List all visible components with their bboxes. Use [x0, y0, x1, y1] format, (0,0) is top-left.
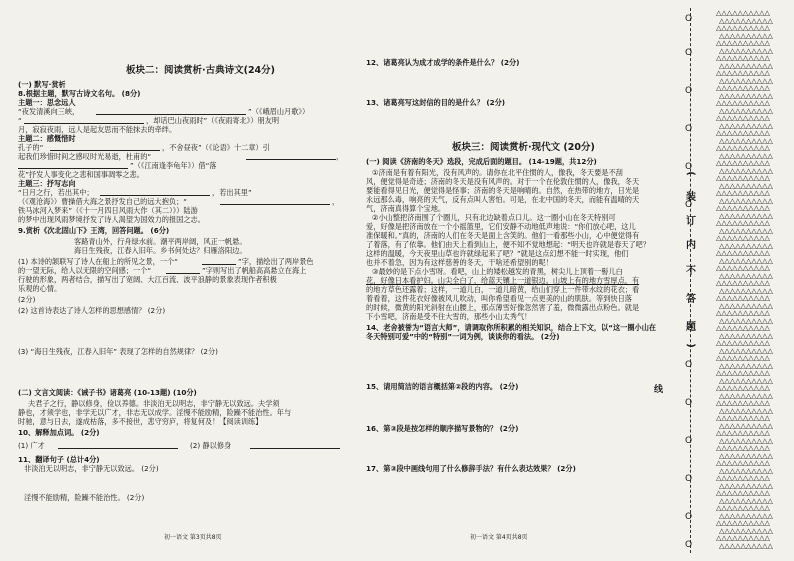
triangle-row-icon: △△△△△△△△△△ [716, 144, 770, 152]
text-line1: 夫君子之行，静以修身，俭以养德。非淡泊无以明志，非宁静无以致远。夫学须 [28, 399, 280, 408]
para1-line4: 永远那么毒，响亮的天气，反有点叫人害怕。可是，在北中国的冬天，而能有温晴的天 [366, 195, 640, 204]
triangle-row-icon: △△△△△△△△△△ [716, 24, 770, 32]
triangle-row-icon: △△△△△△△△△△ [716, 159, 770, 167]
triangle-row-icon: △△△△△△△△△△ [716, 474, 770, 482]
binding-circle-icon: O [685, 360, 693, 370]
q8-line8-suffix: ，若出其里” [212, 188, 252, 197]
answer-blank[interactable] [58, 448, 178, 449]
q8-line5-comma: ， [336, 152, 344, 161]
q8-heading: 8.根据主题，默写古诗文名句。 (8分) [18, 89, 141, 98]
section-title-modern: 板块三：阅读赏析·现代文 (20分) [452, 142, 595, 153]
triangle-row-icon: △△△△△△△△△△ [719, 61, 773, 70]
triangle-row-icon: △△△△△△△△△△ [719, 181, 773, 190]
q9-1-score: (2分) [18, 295, 36, 304]
triangle-row-icon: △△△△△△△△△△ [719, 151, 773, 160]
triangle-row-icon: △△△△△△△△△△ [716, 39, 770, 47]
triangle-row-icon: △△△△△△△△△△ [719, 301, 773, 310]
triangle-row-icon: △△△△△△△△△△ [716, 414, 770, 422]
q8-line6-suffix: ”（《江南逢李龟年》）借“落 [130, 161, 217, 170]
text-line2: 静也，才须学也，非学无以广才，非志无以成学。淫慢不能励精，险躁不能治性。年与 [18, 408, 292, 417]
answer-blank[interactable] [246, 159, 336, 160]
text-line3: 时驰，意与日去，遂成枯落，多不接世，悲守穷庐，将复何及！【阅读训练】 [18, 417, 263, 426]
triangle-row-icon: △△△△△△△△△△ [719, 466, 773, 475]
binding-circle-icon: O [685, 474, 693, 484]
triangle-row-icon: △△△△△△△△△△ [716, 504, 770, 512]
triangle-row-icon: △△△△△△△△△△ [719, 121, 773, 130]
para1-line5: 气，济南真得算个宝地。 [366, 204, 446, 213]
para2-line5: 这样的温暖，今天夜里山草也许就绿起来了吧？”就是这点幻想不能一时实现，他们 [366, 249, 629, 258]
answer-blank[interactable] [50, 150, 160, 151]
answer-blank[interactable] [166, 273, 200, 274]
triangle-row-icon: △△△△△△△△△△ [716, 339, 770, 347]
triangle-row-icon: △△△△△△△△△△ [719, 406, 773, 415]
q8-line4-suffix: ，不舍昼夜”（《论语》十二章）引 [162, 143, 270, 152]
para1-line3: 要能看得见日光，便觉得是怪事；济南的冬天是响晴的。自然，在热带的地方，日光是 [366, 186, 640, 195]
para1-line2: 风，便觉得是奇迹；济南的冬天是没有风声的。对于一个在伦敦住惯的人，像我，冬天 [366, 177, 640, 186]
q10-item2: (2) 静以修身 [190, 441, 232, 450]
triangle-row-icon: △△△△△△△△△△ [719, 241, 773, 250]
para3-line5: 的时候，微黄的阳光斜射在山腰上，那点薄雪好像忽然害了羞，微微露出点粉色。就是 [366, 303, 640, 312]
q14-line2: 冬天特别可爱”中的“特别”一词为例，谈谈你的看法。 (2分) [366, 332, 560, 341]
triangle-row-icon: △△△△△△△△△△ [716, 129, 770, 137]
triangle-row-icon: △△△△△△△△△△ [716, 234, 770, 242]
para3-line3: 的地方草色还露着；这样，一道儿白，一道儿暗黄，给山们穿上一件带水纹的花衣；看 [366, 285, 640, 294]
triangle-row-icon: △△△△△△△△△△ [719, 376, 773, 385]
triangle-row-icon: △△△△△△△△△△ [716, 444, 770, 452]
para3-line6: 下小雪吧，济南是受不住大雪的，那些小山太秀气！ [366, 312, 532, 321]
triangle-row-icon: △△△△△△△△△△ [716, 114, 770, 122]
triangle-row-icon: △△△△△△△△△△ [716, 219, 770, 227]
answer-blank[interactable] [18, 168, 128, 169]
q10-item1: (1) 广才 [18, 441, 45, 450]
part2-heading: (二) 文言文阅读：《诫子书》诸葛亮 (10-13题) (10分) [18, 388, 197, 397]
triangle-row-icon: △△△△△△△△△△ [719, 256, 773, 265]
triangle-row-icon: △△△△△△△△△△ [716, 324, 770, 332]
triangle-row-icon: △△△△△△△△△△ [719, 106, 773, 115]
q9-3: (3) “海日生残夜，江春入旧年” 表现了怎样的自然规律？ (2分) [18, 347, 218, 356]
binding-char: 内 [686, 240, 696, 251]
q16: 16、第③段是按怎样的顺序描写景物的？ (2分) [366, 424, 519, 433]
triangle-row-icon: △△△△△△△△△△ [719, 211, 773, 220]
paren-close: ) [684, 343, 696, 348]
triangle-row-icon: △△△△△△△△△△ [719, 541, 773, 550]
triangle-row-icon: △△△△△△△△△△ [719, 451, 773, 460]
para2-line4: 了着落，有了依靠。他们由天上看到山上，便不知不觉地想起：“明天也许就是春天了吧？ [366, 240, 651, 249]
line-label: 线 [654, 385, 664, 395]
binding-char: 不 [686, 266, 696, 277]
q8-line1-suffix: ”（《峨眉山月歌》） [248, 107, 310, 116]
triangle-row-icon: △△△△△△△△△△ [716, 279, 770, 287]
section-title-classical: 板块二：阅读赏析·古典诗文(24分) [126, 65, 276, 76]
binding-circle-icon: O [685, 512, 693, 522]
q11-item2: 淫慢不能励精，险躁不能治性。 (2分) [24, 493, 145, 502]
q14-line1: 14、老舍被誉为“语言大师”，请调取你所积累的相关知识，结合上下文，以“这一圈小山在 [366, 323, 657, 332]
binding-circle-icon: O [685, 86, 693, 96]
q8-line3: 月，寂寂夜雨，远人是起友思而不能抹去的牵绊。 [18, 125, 177, 134]
triangle-row-icon: △△△△△△△△△△ [719, 496, 773, 505]
triangle-row-icon: △△△△△△△△△△ [719, 76, 773, 85]
theme2-heading: 主题二：感慨惜时 [18, 134, 76, 143]
binding-char: 答 [686, 294, 696, 305]
triangle-row-icon: △△△△△△△△△△ [716, 69, 770, 77]
binding-circle-icon: O [685, 436, 693, 446]
triangle-row-icon: △△△△△△△△△△ [716, 309, 770, 317]
q9-1-c: 的一望无际，给人以无限的空间感；一个“ [18, 266, 152, 275]
triangle-row-icon: △△△△△△△△△△ [719, 226, 773, 235]
triangle-row-icon: △△△△△△△△△△ [716, 249, 770, 257]
modern-part1-heading: (一) 阅读《济南的冬天》选段，完成后面的题目。 (14-19题，共12分) [366, 157, 597, 166]
triangle-row-icon: △△△△△△△△△△ [716, 369, 770, 377]
triangle-row-icon: △△△△△△△△△△ [719, 91, 773, 100]
triangle-row-icon: △△△△△△△△△△ [719, 136, 773, 145]
triangle-row-icon: △△△△△△△△△△ [716, 354, 770, 362]
binding-circle-icon: O [685, 162, 693, 172]
triangle-row-icon: △△△△△△△△△△ [716, 384, 770, 392]
triangle-row-icon: △△△△△△△△△△ [716, 294, 770, 302]
q9-1-d: ”字则写出了帆船高高悬立在海上 [202, 266, 307, 275]
para2-line1: ②小山整把济南围了个圈儿，只有北边缺着点口儿。这一圈小山在冬天特别可 [372, 213, 616, 222]
para3-line2-underlined: 花，好像日本看护妇。山尖全白了，给蓝天镶上一道银边。山坡上有的地方雪厚点，有 [366, 276, 640, 285]
triangle-row-icon: △△△△△△△△△△ [716, 99, 770, 107]
q11-heading: 11、翻译句子 (总计4分) [18, 455, 100, 464]
triangle-row-icon: △△△△△△△△△△ [716, 9, 770, 17]
binding-circle-icon: O [685, 14, 693, 24]
triangle-row-icon: △△△△△△△△△△ [719, 436, 773, 445]
q10-heading: 10、解释加点词。 (2分) [18, 428, 100, 437]
binding-char: 装 [686, 192, 696, 203]
left-page [14, 0, 346, 561]
triangle-row-icon: △△△△△△△△△△ [719, 166, 773, 175]
triangle-row-icon: △△△△△△△△△△ [716, 429, 770, 437]
para1-line1: ①济南是有着有阳光，没有风声的。请你在北平住惯的人，像我，冬天要是不刮 [372, 168, 623, 177]
triangle-row-icon: △△△△△△△△△△ [719, 346, 773, 355]
part1-heading: (一) 默写·赏析 [18, 80, 66, 89]
q8-line5-prefix: 起我们珍惜时间之感叹时光易逝，杜甫的“ [18, 152, 152, 161]
triangle-row-icon: △△△△△△△△△△ [719, 481, 773, 490]
triangle-row-icon: △△△△△△△△△△ [719, 526, 773, 535]
answer-blank[interactable] [96, 114, 246, 115]
q8-line7: 花”抒发人事变化之悲和国事凋零之悲。 [18, 170, 144, 179]
binding-circle-icon: O [685, 540, 693, 550]
q8-line2-suffix: ，却话巴山夜雨时”（《夜雨寄北》）朋友明 [146, 116, 280, 125]
answer-blank[interactable] [24, 123, 144, 124]
answer-blank[interactable] [202, 264, 236, 265]
para2-line6: 也并不着急，因为有这样慈善的冬天，干啥还希望别的呢！ [366, 258, 553, 267]
triangle-row-icon: △△△△△△△△△△ [716, 174, 770, 182]
binding-circle-icon: O [685, 48, 693, 58]
binding-char: 订 [686, 216, 696, 227]
triangle-row-icon: △△△△△△△△△△ [719, 46, 773, 55]
q8-line2-prefix: “ [18, 116, 22, 125]
para3-line4: 着看着，这件花衣好像被风儿吹动，叫你希望看见一点更美的山的肌肤。等到快日落 [366, 294, 632, 303]
q17: 17、第③段中画线句用了什么修辞手法？有什么表达效果？ (2分) [366, 464, 576, 473]
q9-1-a: (1) 本诗的颔联写了诗人在船上的所见之景，一个“ [18, 257, 178, 266]
q8-line4-prefix: 孔子的“ [18, 143, 44, 152]
q8-line10: 铁马冰河入梦来”（《十一月四日风雨大作（其二）》）陆游 [18, 206, 198, 215]
q9-2: (2) 这首诗表达了诗人怎样的思想感情？ (2分) [18, 306, 166, 315]
triangle-row-icon: △△△△△△△△△△ [716, 534, 770, 542]
poem-line2: 海日生残夜，江春入旧年。乡书何处达？归雁洛阳边。 [74, 246, 247, 255]
para2-line2: 爱，好像是把济南放在一个小摇篮里，它们安静不动地低声地说：“你们放心吧，这儿 [366, 222, 636, 231]
triangle-row-icon: △△△△△△△△△△ [719, 16, 773, 25]
q13: 13、诸葛亮写这封信的目的是什么？ (2分) [366, 98, 506, 107]
answer-blank[interactable] [100, 195, 210, 196]
triangle-row-icon: △△△△△△△△△△ [716, 489, 770, 497]
triangle-row-icon: △△△△△△△△△△ [719, 271, 773, 280]
triangle-row-icon: △△△△△△△△△△ [716, 399, 770, 407]
triangle-row-icon: △△△△△△△△△△ [716, 189, 770, 197]
para3-line1: ③最妙的是下点小雪呀。看吧，山上的矮松越发的青黑，树尖儿上顶着一髻儿白 [372, 267, 623, 276]
q8-line8-prefix: “日月之行，若出其中； [18, 188, 94, 197]
para2-line3: 准保暖和。”真的，济南的人们在冬天是面上含笑的。他们一看那些小山，心中便觉得有 [366, 231, 640, 240]
triangle-row-icon: △△△△△△△△△△ [719, 31, 773, 40]
right-page [362, 0, 672, 561]
triangle-row-icon: △△△△△△△△△△ [719, 196, 773, 205]
q8-line1-prefix: “夜发清溪向三峡， [18, 107, 80, 116]
triangle-row-icon: △△△△△△△△△△ [716, 519, 770, 527]
q8-line9-prefix: （《观沧海》）曹操借大海之景抒发自己的远大抱负；“ [18, 197, 188, 206]
q12: 12、诸葛亮认为成才成学的条件是什么？ (2分) [366, 58, 520, 67]
triangle-row-icon: △△△△△△△△△△ [716, 54, 770, 62]
theme1-heading: 主题一：思念远人 [18, 98, 76, 107]
triangle-row-icon: △△△△△△△△△△ [719, 511, 773, 520]
q9-1-f: 乐观的心情。 [18, 284, 62, 293]
binding-circle-icon: O [685, 200, 693, 210]
triangle-row-icon: △△△△△△△△△△ [719, 286, 773, 295]
q9-heading: 9.赏析《次北固山下》王湾，回答问题。 (6分) [18, 226, 170, 235]
theme3-heading: 主题三：抒写志向 [18, 179, 76, 188]
q15: 15、请用简洁的语言概括第②段的内容。 (2分) [366, 382, 519, 391]
binding-circle-icon: O [685, 124, 693, 134]
triangle-row-icon: △△△△△△△△△△ [719, 421, 773, 430]
triangle-row-icon: △△△△△△△△△△ [719, 331, 773, 340]
binding-margin [654, 0, 794, 561]
page-footer-left: 初一语文 第3页共8页 [164, 534, 222, 541]
triangle-row-icon: △△△△△△△△△△ [716, 204, 770, 212]
binding-char: 题 [686, 322, 696, 333]
triangle-row-icon: △△△△△△△△△△ [716, 84, 770, 92]
q8-line11: 的梦中出现风雨梦境抒发了诗人渴望为国效力的报国之志。 [18, 215, 205, 224]
q9-1-e: 行驶的形象，两者结合，描写出了宽阔、大江百流、波平浪静的景象表现作者积极 [18, 275, 277, 284]
page-footer-right: 初一语文 第4页共8页 [470, 534, 528, 541]
binding-circle-icon: O [685, 398, 693, 408]
paren-open: ( [684, 171, 696, 176]
triangle-row-icon: △△△△△△△△△△ [716, 459, 770, 467]
q9-1-b: ”字，描绘出了两岸景色 [238, 257, 314, 266]
triangle-row-icon: △△△△△△△△△△ [719, 361, 773, 370]
poem-line1: 客路青山外，行舟绿水前。潮平两岸阔，风正一帆悬。 [74, 237, 247, 246]
q11-item1: 非淡泊无以明志，非宁静无以致远。 (2分) [24, 464, 159, 473]
triangle-row-icon: △△△△△△△△△△ [719, 316, 773, 325]
q8-line9-comma: ， [332, 197, 340, 206]
triangle-row-icon: △△△△△△△△△△ [716, 264, 770, 272]
answer-blank[interactable] [220, 204, 330, 205]
triangle-row-icon: △△△△△△△△△△ [719, 391, 773, 400]
answer-blank[interactable] [250, 448, 340, 449]
